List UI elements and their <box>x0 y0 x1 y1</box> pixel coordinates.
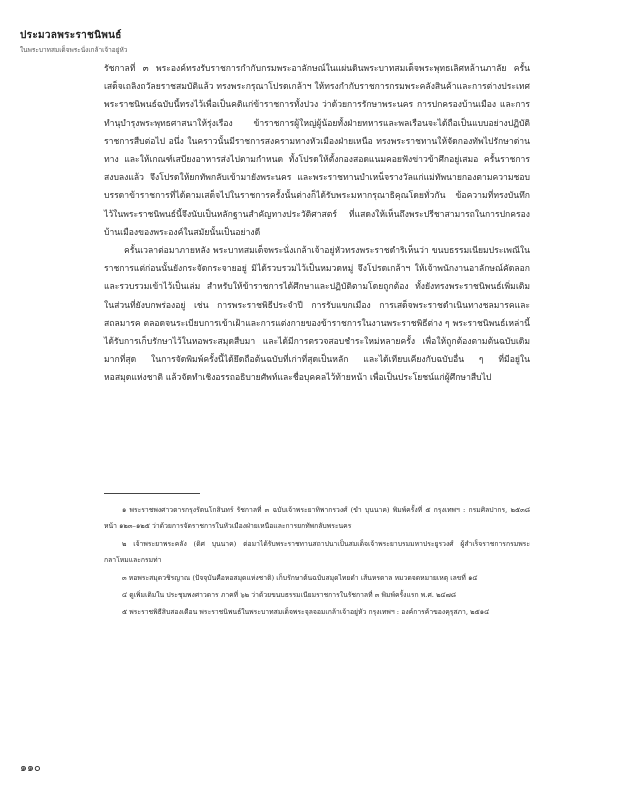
footnote-2: ๒ เจ้าพระยาพระคลัง (ดิศ บุนนาค) ต่อมาได้รับพระราชทานสถาปนาเป็นสมเด็จเจ้าพระยาบรมมหาประยูรวงศ์ ผู้สำเร็จราชการกรมพระกลาโหมและกรมท่า <box>104 539 530 565</box>
footnote-4: ๔ ดูเพิ่มเติมใน ประชุมพงศาวดาร ภาคที่ ๖๒ ว่าด้วยขนบธรรมเนียมราชการในรัชกาลที่ ๓ พิมพ์ครั้งแรก พ.ศ. ๒๔๗๘ <box>122 591 457 600</box>
footnote-3: ๓ หอพระสมุดวชิรญาณ (ปัจจุบันคือหอสมุดแห่งชาติ) เก็บรักษาต้นฉบับสมุดไทยดำ เส้นหรดาล หมวดจดหมายเหตุ เลขที่ ๑๔ <box>122 573 478 582</box>
header-subtitle: ในพระบาทสมเด็จพระนั่งเกล้าเจ้าอยู่หัว <box>20 46 128 54</box>
paragraph-1: รัชกาลที่ ๓ พระองค์ทรงรับราชการกำกับกรมพระอาลักษณ์ในแผ่นดินพระบาทสมเด็จพระพุทธเลิศหล้านภาลัย ครั้นเสด็จเถลิงถวัลยราชสมบัติแล้ว ทรงพระกรุณาโปรดเกล้าฯ ให้ทรงกำกับราชการกรมพระคลังสินค้าและการต่างประเทศ พระราชนิพนธ์ฉบับนี้ทรงไว้เพื่อเป็นคติแก่ข้าราชการทั้งปวง ว่าด้วยการรักษาพระนคร การปกครองบ้านเมือง และการทำนุบำรุงพระพุทธศาสนาให้รุ่งเรือง ข้าราชการผู้ใหญ่ผู้น้อยทั้งฝ่ายทหารและพลเรือนจะได้ถือเป็นแบบอย่างปฏิบัติราชการสืบต่อไป อนึ่ง ในคราวนั้นมีราชการสงครามทางหัวเมืองฝ่ายเหนือ ทรงพระราชทานให้จัดกองทัพไปรักษาด่านทาง และให้เกณฑ์เสบียงอาหารส่งไปตามกำหนด ทั้งโปรดให้ตั้งกองสอดแนมคอยฟังข่าวข้าศึกอยู่เสมอ ครั้นราชการสงบลงแล้ว จึงโปรดให้ยกทัพกลับเข้ามายังพระนคร และพระราชทานบำเหน็จรางวัลแก่แม่ทัพนายกองตามความชอบ บรรดาข้าราชการที่ได้ตามเสด็จไปในราชการครั้งนั้นต่างก็ได้รับพระมหากรุณาธิคุณโดยทั่วกัน ข้อความที่ทรงบันทึกไว้ในพระราชนิพนธ์นี้จึงนับเป็นหลักฐานสำคัญทางประวัติศาสตร์ ที่แสดงให้เห็นถึงพระปรีชาสามารถในการปกครองบ้านเมืองของพระองค์ในสมัยนั้นเป็นอย่างดี <box>104 64 531 238</box>
page-number: ๑๑๐ <box>20 761 41 774</box>
main-text <box>104 60 530 388</box>
footnote-5: ๕ พระราชพิธีสิบสองเดือน พระราชนิพนธ์ในพระบาทสมเด็จพระจุลจอมเกล้าเจ้าอยู่หัว กรุงเทพฯ : องค์การค้าของคุรุสภา, ๒๕๑๔ <box>122 608 490 617</box>
footnote-1: ๑ พระราชพงศาวดารกรุงรัตนโกสินทร์ รัชกาลที่ ๓ ฉบับเจ้าพระยาทิพากรวงศ์ (ขำ บุนนาค) พิมพ์ครั้งที่ ๕ กรุงเทพฯ : กรมศิลปากร, ๒๕๓๘ หน้า ๑๒๓–๑๒๕ ว่าด้วยการจัดราชการในหัวเมืองฝ่ายเหนือและการยกทัพกลับพระนคร <box>104 506 530 531</box>
footnotes <box>104 502 530 622</box>
header-title: ประมวลพระราชนิพนธ์ <box>20 30 122 41</box>
footnote-divider <box>104 493 200 494</box>
paragraph-2: ครั้นเวลาต่อมาภายหลัง พระบาทสมเด็จพระนั่งเกล้าเจ้าอยู่หัวทรงพระราชดำริเห็นว่า ขนบธรรมเนียมประเพณีในราชการแต่ก่อนนั้นยังกระจัดกระจายอยู่ มิได้รวบรวมไว้เป็นหมวดหมู่ จึงโปรดเกล้าฯ ให้เจ้าพนักงานอาลักษณ์คัดลอกและรวบรวมเข้าไว้เป็นเล่ม สำหรับให้ข้าราชการได้ศึกษาและปฏิบัติตามโดยถูกต้อง ทั้งยังทรงพระราชนิพนธ์เพิ่มเติมในส่วนที่ยังบกพร่องอยู่ เช่น การพระราชพิธีประจำปี การรับแขกเมือง การเสด็จพระราชดำเนินทางชลมารคและสถลมารค ตลอดจนระเบียบการเข้าเฝ้าและการแต่งกายของข้าราชการในงานพระราชพิธีต่าง ๆ พระราชนิพนธ์เหล่านี้ได้รับการเก็บรักษาไว้ในหอพระสมุดสืบมา และได้มีการตรวจสอบชำระใหม่หลายครั้ง เพื่อให้ถูกต้องตามต้นฉบับเดิมมากที่สุด ในการจัดพิมพ์ครั้งนี้ได้ยึดถือต้นฉบับที่เก่าที่สุดเป็นหลัก และได้เทียบเคียงกับฉบับอื่น ๆ ที่มีอยู่ในหอสมุดแห่งชาติ แล้วจัดทำเชิงอรรถอธิบายศัพท์และชื่อบุคคลไว้ท้ายหน้า เพื่อเป็นประโยชน์แก่ผู้ศึกษาสืบไป <box>104 246 530 384</box>
running-header <box>20 28 127 55</box>
